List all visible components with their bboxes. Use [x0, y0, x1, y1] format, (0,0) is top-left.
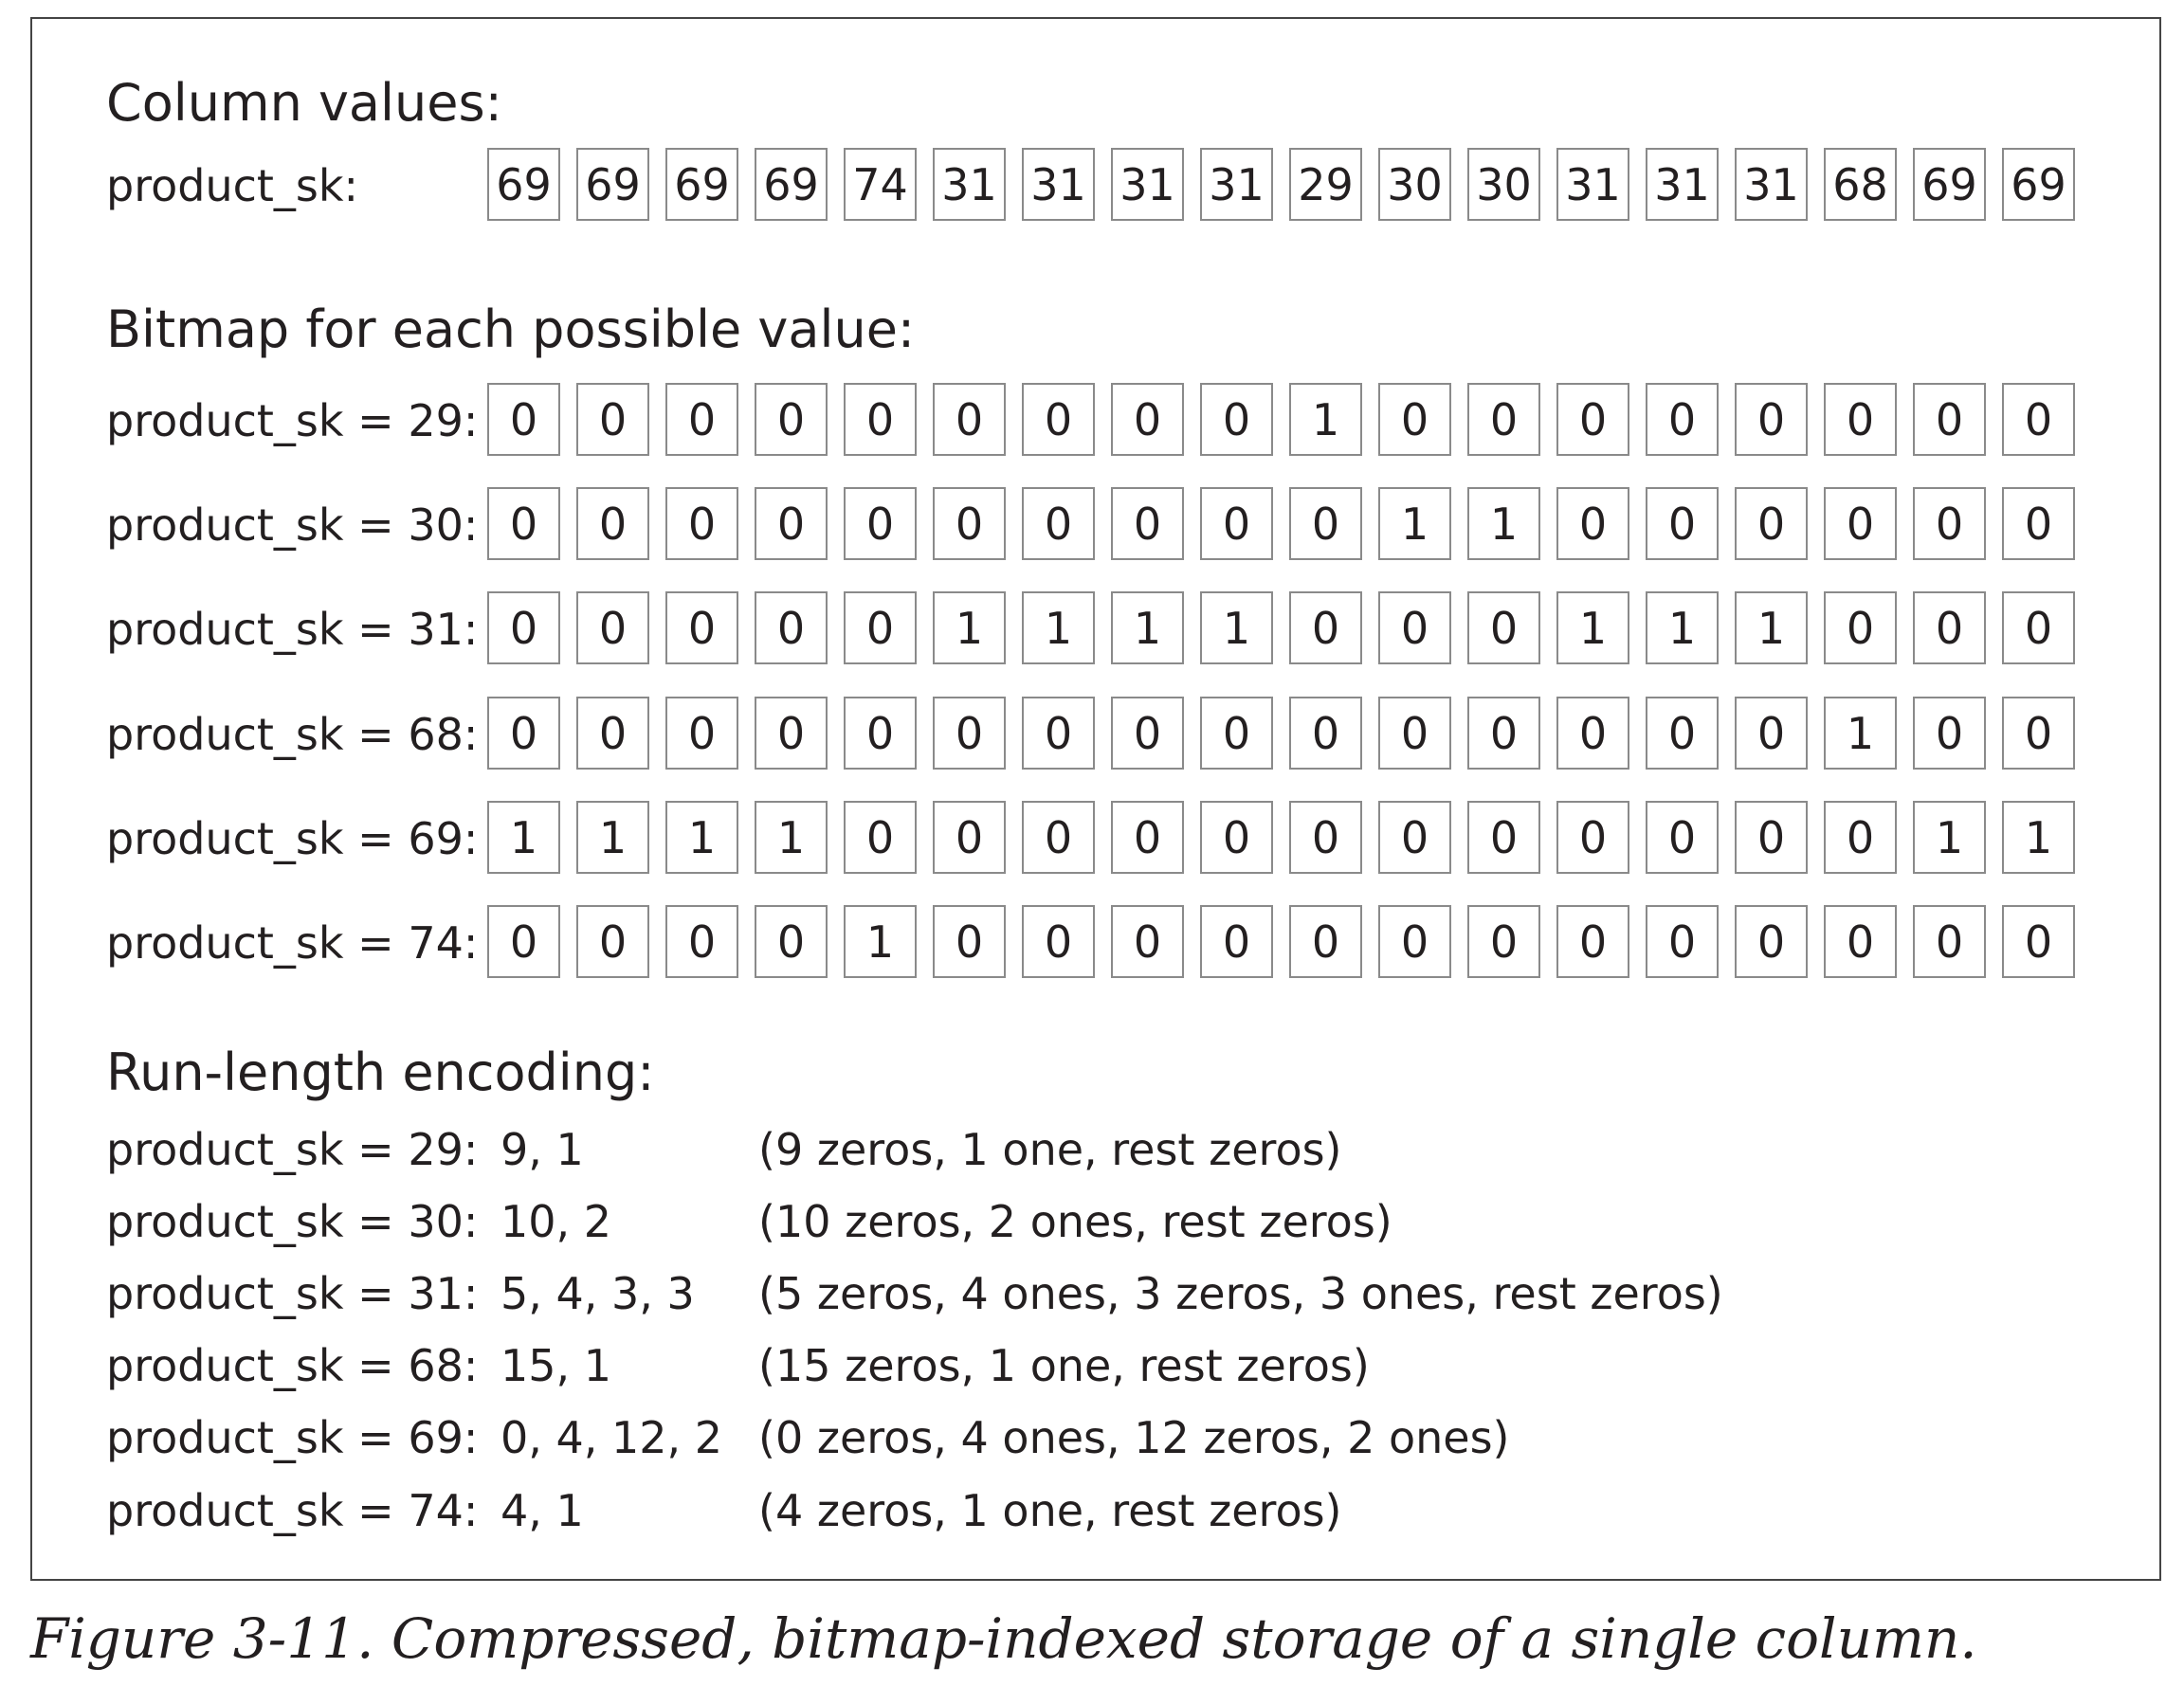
bit-cell: 30	[1378, 148, 1451, 221]
bit-cell: 0	[1556, 383, 1629, 456]
bit-cell: 0	[487, 697, 560, 770]
bit-cell: 0	[2002, 591, 2075, 664]
bit-cell: 0	[844, 591, 917, 664]
bit-cell: 0	[755, 383, 828, 456]
figure-caption: Figure 3-11. Compressed, bitmap-indexed storage of a single column.	[30, 1606, 1977, 1671]
rle-code: 4, 1	[500, 1485, 584, 1536]
column-values-label: product_sk:	[106, 160, 359, 211]
bit-cell: 0	[1111, 487, 1184, 560]
bit-cell: 0	[2002, 383, 2075, 456]
rle-row-label: product_sk = 29:	[106, 1124, 479, 1175]
bit-cell: 0	[1735, 383, 1808, 456]
bitmap-row-label: product_sk = 69:	[106, 813, 479, 864]
bit-cell: 0	[755, 591, 828, 664]
bit-cell: 0	[2002, 697, 2075, 770]
bit-cell: 0	[755, 487, 828, 560]
bit-cell: 0	[487, 487, 560, 560]
bit-cell: 0	[1646, 383, 1719, 456]
bitmap-row-label: product_sk = 29:	[106, 395, 479, 446]
bit-cell: 1	[1022, 591, 1095, 664]
bitmap-row-label: product_sk = 68:	[106, 709, 479, 760]
bit-cell: 1	[1467, 487, 1540, 560]
bit-cell: 0	[1735, 487, 1808, 560]
bit-cell: 31	[1556, 148, 1629, 221]
bit-cell: 0	[665, 383, 738, 456]
bit-cell: 0	[933, 487, 1006, 560]
bit-cell: 0	[844, 383, 917, 456]
bitmap-row-cells	[487, 383, 2091, 456]
bit-cell: 0	[1735, 697, 1808, 770]
bit-cell: 0	[1646, 697, 1719, 770]
bit-cell: 1	[576, 801, 649, 874]
bit-cell: 0	[1378, 383, 1451, 456]
rle-row-label: product_sk = 74:	[106, 1485, 479, 1536]
rle-explanation: (9 zeros, 1 one, rest zeros)	[758, 1124, 1342, 1175]
bit-cell: 1	[2002, 801, 2075, 874]
bit-cell: 0	[1022, 383, 1095, 456]
bit-cell: 0	[1913, 383, 1986, 456]
bit-cell: 0	[1289, 591, 1362, 664]
bit-cell: 0	[1200, 697, 1273, 770]
bit-cell: 69	[755, 148, 828, 221]
bit-cell: 0	[1824, 591, 1897, 664]
bit-cell: 0	[1200, 487, 1273, 560]
rle-explanation: (10 zeros, 2 ones, rest zeros)	[758, 1196, 1392, 1247]
bit-cell: 1	[1289, 383, 1362, 456]
rle-row-label: product_sk = 68:	[106, 1340, 479, 1391]
rle-code: 9, 1	[500, 1124, 584, 1175]
bit-cell: 31	[1646, 148, 1719, 221]
rle-code: 0, 4, 12, 2	[500, 1412, 723, 1463]
bit-cell: 0	[576, 591, 649, 664]
bit-cell: 0	[1646, 487, 1719, 560]
bit-cell: 0	[1200, 905, 1273, 978]
bit-cell: 0	[1646, 801, 1719, 874]
bit-cell: 1	[1913, 801, 1986, 874]
bit-cell: 0	[1824, 801, 1897, 874]
bit-cell: 31	[933, 148, 1006, 221]
bitmap-row-cells	[487, 487, 2091, 560]
bit-cell: 0	[1111, 383, 1184, 456]
rle-code: 10, 2	[500, 1196, 612, 1247]
bit-cell: 0	[1378, 905, 1451, 978]
rle-code: 15, 1	[500, 1340, 612, 1391]
bit-cell: 0	[844, 801, 917, 874]
bit-cell: 0	[933, 905, 1006, 978]
bit-cell: 0	[1289, 905, 1362, 978]
bit-cell: 0	[1111, 905, 1184, 978]
bit-cell: 0	[1556, 487, 1629, 560]
bit-cell: 69	[487, 148, 560, 221]
bit-cell: 0	[1200, 383, 1273, 456]
bit-cell: 31	[1022, 148, 1095, 221]
bitmap-heading: Bitmap for each possible value:	[106, 299, 916, 359]
bit-cell: 0	[1824, 905, 1897, 978]
bit-cell: 0	[2002, 905, 2075, 978]
bit-cell: 69	[1913, 148, 1986, 221]
bit-cell: 0	[1111, 801, 1184, 874]
column-values-cells	[487, 148, 2091, 221]
bit-cell: 0	[1467, 383, 1540, 456]
bit-cell: 0	[1913, 487, 1986, 560]
rle-row-label: product_sk = 31:	[106, 1268, 479, 1319]
bit-cell: 0	[576, 383, 649, 456]
bit-cell: 69	[576, 148, 649, 221]
bit-cell: 0	[576, 697, 649, 770]
bit-cell: 0	[1467, 591, 1540, 664]
bit-cell: 0	[2002, 487, 2075, 560]
rle-code: 5, 4, 3, 3	[500, 1268, 695, 1319]
bit-cell: 0	[1913, 905, 1986, 978]
bit-cell: 0	[1289, 487, 1362, 560]
bit-cell: 0	[755, 905, 828, 978]
bit-cell: 0	[1735, 905, 1808, 978]
bit-cell: 1	[1646, 591, 1719, 664]
column-values-heading: Column values:	[106, 73, 502, 133]
bit-cell: 0	[665, 905, 738, 978]
bit-cell: 0	[1467, 801, 1540, 874]
bit-cell: 0	[1735, 801, 1808, 874]
rle-explanation: (0 zeros, 4 ones, 12 zeros, 2 ones)	[758, 1412, 1510, 1463]
bit-cell: 0	[487, 591, 560, 664]
bit-cell: 1	[487, 801, 560, 874]
bit-cell: 0	[1913, 591, 1986, 664]
bit-cell: 0	[1556, 801, 1629, 874]
bit-cell: 0	[1022, 905, 1095, 978]
bit-cell: 0	[933, 801, 1006, 874]
bit-cell: 0	[1289, 697, 1362, 770]
bit-cell: 31	[1735, 148, 1808, 221]
rle-explanation: (5 zeros, 4 ones, 3 zeros, 3 ones, rest zeros)	[758, 1268, 1723, 1319]
bit-cell: 1	[1111, 591, 1184, 664]
bit-cell: 0	[1378, 697, 1451, 770]
bit-cell: 0	[1556, 905, 1629, 978]
bit-cell: 0	[1467, 905, 1540, 978]
bit-cell: 0	[1022, 801, 1095, 874]
bit-cell: 31	[1111, 148, 1184, 221]
rle-row-label: product_sk = 69:	[106, 1412, 479, 1463]
bit-cell: 0	[1378, 591, 1451, 664]
bit-cell: 1	[665, 801, 738, 874]
bit-cell: 0	[844, 487, 917, 560]
bit-cell: 0	[576, 487, 649, 560]
bitmap-row-cells	[487, 591, 2091, 664]
bit-cell: 68	[1824, 148, 1897, 221]
bit-cell: 1	[844, 905, 917, 978]
bit-cell: 0	[933, 697, 1006, 770]
bit-cell: 0	[1022, 487, 1095, 560]
bit-cell: 0	[1824, 487, 1897, 560]
bit-cell: 1	[1200, 591, 1273, 664]
bit-cell: 0	[844, 697, 917, 770]
bit-cell: 0	[487, 383, 560, 456]
bit-cell: 0	[1022, 697, 1095, 770]
bit-cell: 0	[1556, 697, 1629, 770]
bit-cell: 1	[755, 801, 828, 874]
bit-cell: 1	[1556, 591, 1629, 664]
bit-cell: 0	[933, 383, 1006, 456]
bit-cell: 0	[1913, 697, 1986, 770]
bit-cell: 74	[844, 148, 917, 221]
bit-cell: 0	[1646, 905, 1719, 978]
bit-cell: 30	[1467, 148, 1540, 221]
bit-cell: 0	[1824, 383, 1897, 456]
bit-cell: 31	[1200, 148, 1273, 221]
bitmap-row-label: product_sk = 74:	[106, 917, 479, 969]
bit-cell: 0	[665, 591, 738, 664]
bit-cell: 0	[487, 905, 560, 978]
bit-cell: 0	[1289, 801, 1362, 874]
bit-cell: 1	[933, 591, 1006, 664]
bit-cell: 0	[1378, 801, 1451, 874]
rle-explanation: (15 zeros, 1 one, rest zeros)	[758, 1340, 1370, 1391]
bitmap-row-cells	[487, 801, 2091, 874]
bit-cell: 0	[1200, 801, 1273, 874]
bit-cell: 0	[1111, 697, 1184, 770]
bit-cell: 0	[665, 487, 738, 560]
bitmap-row-cells	[487, 905, 2091, 978]
bitmap-row-label: product_sk = 30:	[106, 499, 479, 551]
bit-cell: 0	[755, 697, 828, 770]
bit-cell: 0	[576, 905, 649, 978]
bit-cell: 69	[665, 148, 738, 221]
bit-cell: 1	[1735, 591, 1808, 664]
bit-cell: 0	[665, 697, 738, 770]
bitmap-row-cells	[487, 697, 2091, 770]
bit-cell: 69	[2002, 148, 2075, 221]
rle-row-label: product_sk = 30:	[106, 1196, 479, 1247]
bit-cell: 0	[1467, 697, 1540, 770]
bit-cell: 29	[1289, 148, 1362, 221]
rle-heading: Run-length encoding:	[106, 1042, 655, 1102]
bitmap-row-label: product_sk = 31:	[106, 604, 479, 655]
rle-explanation: (4 zeros, 1 one, rest zeros)	[758, 1485, 1342, 1536]
bit-cell: 1	[1378, 487, 1451, 560]
bit-cell: 1	[1824, 697, 1897, 770]
